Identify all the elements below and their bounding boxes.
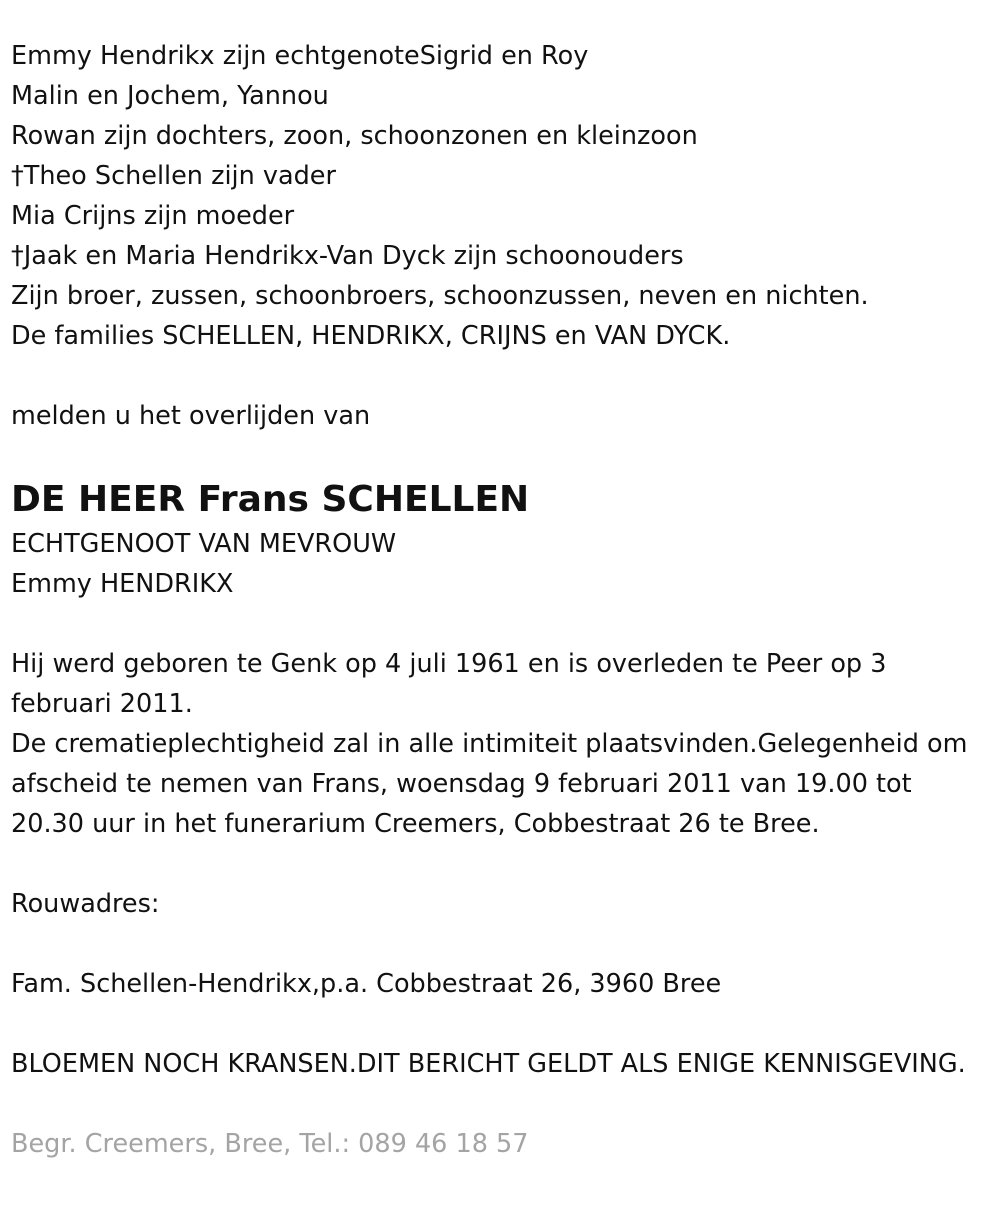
deceased-relation: ECHTGENOOT VAN MEVROUW (11, 529, 397, 559)
deceased-name: DE HEER Frans SCHELLEN (11, 479, 530, 520)
ceremony-paragraph: De crematieplechtigheid zal in alle intimiteit plaatsvinden.Gelegenheid om afscheid te nemen van Frans, woensdag 9 februari 2011 van 19.00 tot 20.30 uur in het funerarium Creemers, Cobbestraat 26 te Bree. (11, 729, 968, 839)
spouse-name: Emmy HENDRIKX (11, 569, 234, 599)
family-line-2: Malin en Jochem, Yannou (11, 81, 329, 111)
birth-death-paragraph: Hij werd geboren te Genk op 4 juli 1961 en is overleden te Peer op 3 februari 2011. (11, 649, 887, 719)
address-label: Rouwadres: (11, 889, 160, 919)
spacer (11, 1004, 991, 1044)
spacer (11, 356, 991, 396)
family-line-7: Zijn broer, zussen, schoonbroers, schoonzussen, neven en nichten. (11, 281, 869, 311)
family-line-1: Emmy Hendrikx zijn echtgenoteSigrid en Roy (11, 41, 589, 71)
announcement-text: melden u het overlijden van (11, 401, 371, 431)
notice-text: BLOEMEN NOCH KRANSEN.DIT BERICHT GELDT ALS ENIGE KENNISGEVING. (11, 1049, 966, 1079)
family-line-8: De families SCHELLEN, HENDRIKX, CRIJNS en VAN DYCK. (11, 321, 731, 351)
obituary-notice (11, 36, 991, 1164)
undertaker-footer: Begr. Creemers, Bree, Tel.: 089 46 18 57 (11, 1129, 529, 1159)
family-line-5: Mia Crijns zijn moeder (11, 201, 295, 231)
spacer (11, 436, 991, 476)
family-line-3: Rowan zijn dochters, zoon, schoonzonen en kleinzoon (11, 121, 698, 151)
family-line-6: †Jaak en Maria Hendrikx-Van Dyck zijn schoonouders (11, 241, 684, 271)
spacer (11, 604, 991, 644)
spacer (11, 924, 991, 964)
spacer (11, 1084, 991, 1124)
spacer (11, 844, 991, 884)
family-line-4: †Theo Schellen zijn vader (11, 161, 336, 191)
address-value: Fam. Schellen-Hendrikx,p.a. Cobbestraat 26, 3960 Bree (11, 969, 722, 999)
